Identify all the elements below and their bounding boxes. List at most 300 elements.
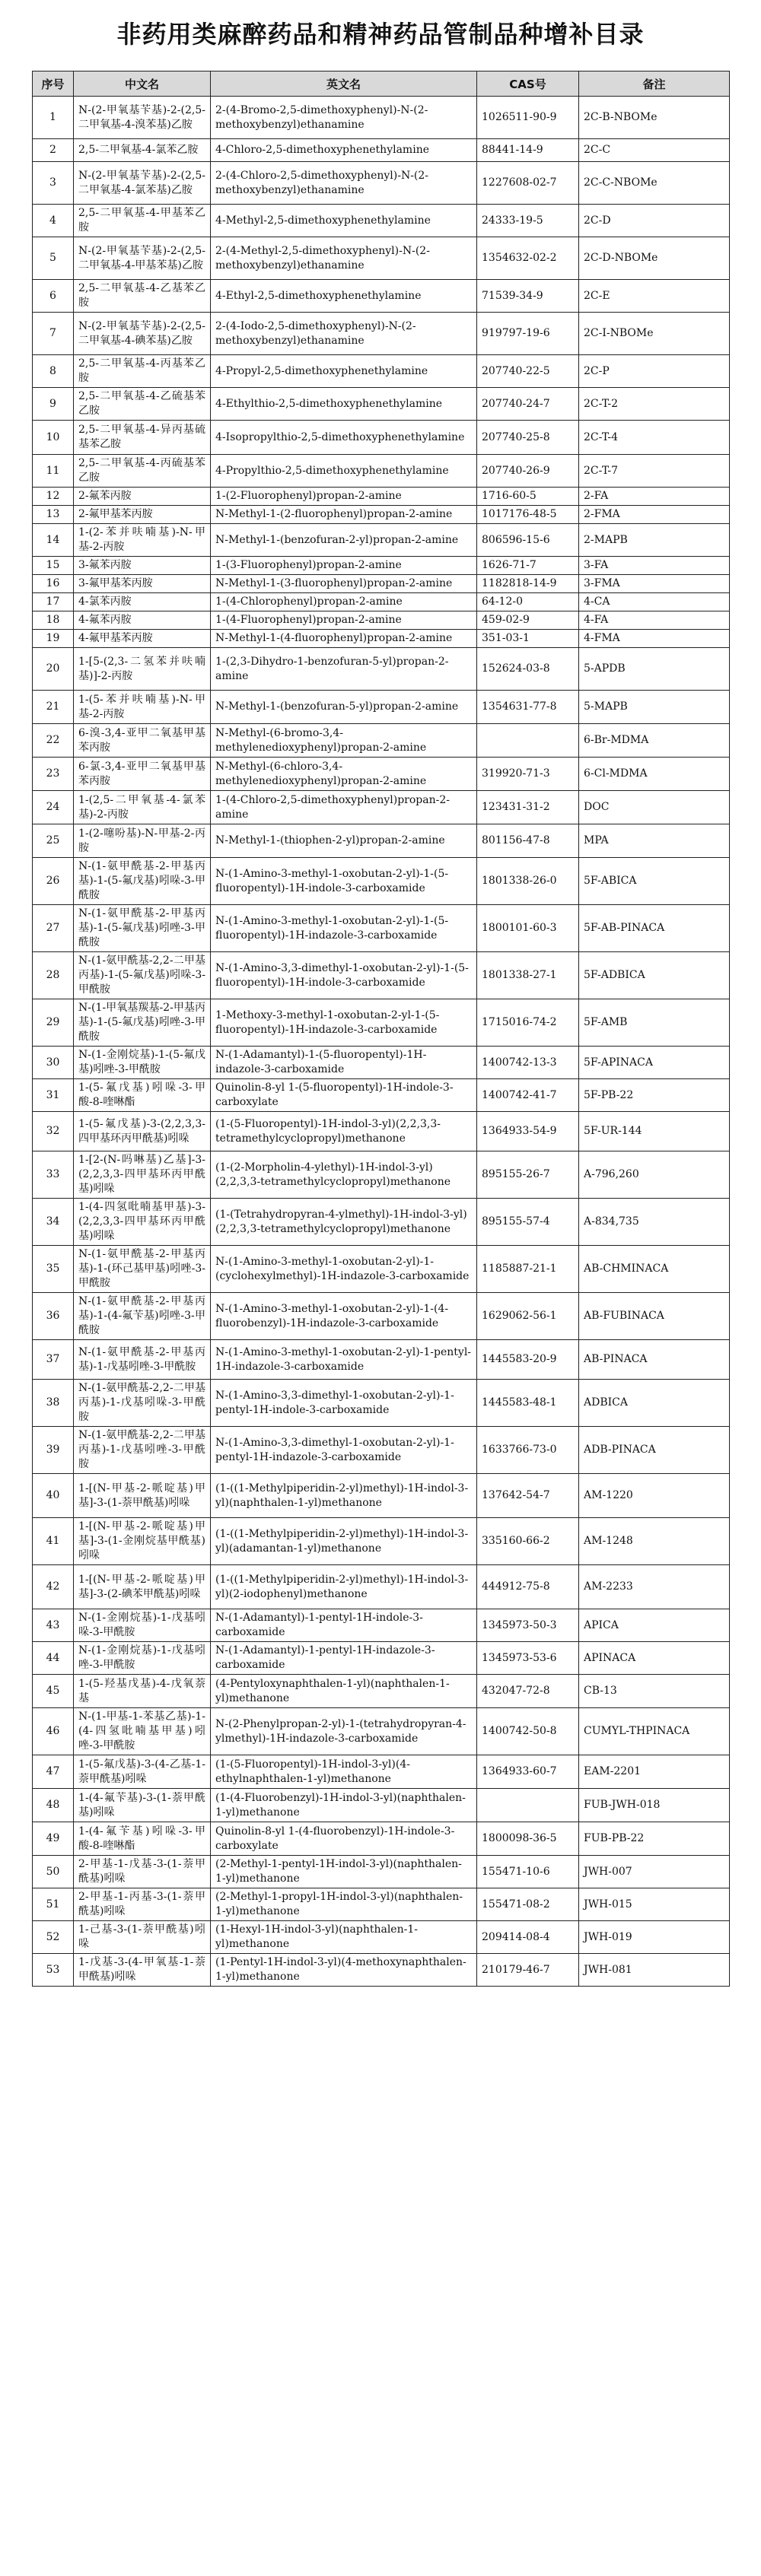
table-row — [33, 1047, 730, 1079]
cell-chinese-name: 1-(5-氟戊基)-3-(4-乙基-1-萘甲酰基)吲哚 — [74, 1755, 211, 1789]
cell-remark: 5-MAPB — [579, 691, 730, 724]
cell-english-name: (1-(Tetrahydropyran-4-ylmethyl)-1H-indol-3-yl)(2,2,3,3-tetramethylcyclopropyl)methanone — [211, 1199, 477, 1246]
cell-chinese-name: N-(2-甲氧基苄基)-2-(2,5-二甲氧基-4-甲基苯基)乙胺 — [74, 237, 211, 280]
cell-remark: FUB-JWH-018 — [579, 1789, 730, 1822]
cell-english-name: Quinolin-8-yl 1-(4-fluorobenzyl)-1H-indole-3-carboxylate — [211, 1822, 477, 1856]
cell-chinese-name: 4-氯苯丙胺 — [74, 593, 211, 611]
cell-serial-number: 4 — [33, 205, 74, 237]
table-row — [33, 1888, 730, 1921]
table-row — [33, 1151, 730, 1199]
cell-serial-number: 39 — [33, 1427, 74, 1474]
table-row — [33, 1822, 730, 1856]
cell-cas-number: 895155-57-4 — [477, 1199, 579, 1246]
table-row — [33, 455, 730, 488]
cell-chinese-name: 1-(2-噻吩基)-N-甲基-2-丙胺 — [74, 824, 211, 858]
cell-english-name: 4-Propylthio-2,5-dimethoxyphenethylamine — [211, 455, 477, 488]
cell-english-name: (1-Hexyl-1H-indol-3-yl)(naphthalen-1-yl)methanone — [211, 1921, 477, 1954]
cell-remark: 2C-D — [579, 205, 730, 237]
cell-english-name: N-(2-Phenylpropan-2-yl)-1-(tetrahydropyran-4-ylmethyl)-1H-indazole-3-carboxamide — [211, 1708, 477, 1755]
cell-chinese-name: 1-(4-四氢吡喃基甲基)-3-(2,2,3,3-四甲基环丙甲酰基)吲哚 — [74, 1199, 211, 1246]
table-row — [33, 1427, 730, 1474]
cell-cas-number: 801156-47-8 — [477, 824, 579, 858]
table-row — [33, 952, 730, 999]
cell-english-name: 4-Ethyl-2,5-dimethoxyphenethylamine — [211, 280, 477, 313]
cell-serial-number: 14 — [33, 524, 74, 557]
cell-remark: JWH-019 — [579, 1921, 730, 1954]
table-row — [33, 280, 730, 313]
table-row — [33, 237, 730, 280]
cell-cas-number: 1445583-20-9 — [477, 1340, 579, 1380]
cell-cas-number: 1716-60-5 — [477, 488, 579, 506]
cell-remark: ADB-PINACA — [579, 1427, 730, 1474]
table-row — [33, 355, 730, 388]
cell-serial-number: 43 — [33, 1609, 74, 1642]
table-row — [33, 691, 730, 724]
table-row — [33, 999, 730, 1047]
cell-cas-number: 1629062-56-1 — [477, 1293, 579, 1340]
cell-chinese-name: 1-戊基-3-(4-甲氧基-1-萘甲酰基)吲哚 — [74, 1954, 211, 1987]
cell-english-name: (2-Methyl-1-pentyl-1H-indol-3-yl)(naphthalen-1-yl)methanone — [211, 1856, 477, 1888]
header-english-name: 英文名 — [211, 71, 477, 97]
cell-serial-number: 7 — [33, 313, 74, 355]
table-body — [33, 97, 730, 1987]
cell-chinese-name: 2-氟苯丙胺 — [74, 488, 211, 506]
header-serial-number: 序号 — [33, 71, 74, 97]
cell-remark: 5F-APINACA — [579, 1047, 730, 1079]
cell-serial-number: 16 — [33, 575, 74, 593]
table-row — [33, 313, 730, 355]
cell-chinese-name: 1-(4-氟苄基)吲哚-3-甲酸-8-喹啉酯 — [74, 1822, 211, 1856]
header-cas-number: CAS号 — [477, 71, 579, 97]
cell-chinese-name: 2,5-二甲氧基-4-甲基苯乙胺 — [74, 205, 211, 237]
table-row — [33, 557, 730, 575]
cell-remark: AB-CHMINACA — [579, 1246, 730, 1293]
cell-english-name: N-(1-Amino-3,3-dimethyl-1-oxobutan-2-yl)-1-(5-fluoropentyl)-1H-indole-3-carboxamide — [211, 952, 477, 999]
cell-cas-number: 1182818-14-9 — [477, 575, 579, 593]
cell-cas-number: 319920-71-3 — [477, 758, 579, 791]
cell-serial-number: 52 — [33, 1921, 74, 1954]
cell-chinese-name: 6-氯-3,4-亚甲二氧基甲基苯丙胺 — [74, 758, 211, 791]
cell-english-name: 2-(4-Bromo-2,5-dimethoxyphenyl)-N-(2-methoxybenzyl)ethanamine — [211, 97, 477, 139]
cell-cas-number — [477, 724, 579, 758]
table-row — [33, 648, 730, 691]
table-row — [33, 1642, 730, 1675]
cell-cas-number: 1185887-21-1 — [477, 1246, 579, 1293]
cell-remark: 5F-ADBICA — [579, 952, 730, 999]
cell-remark: AM-1248 — [579, 1518, 730, 1565]
cell-cas-number: 137642-54-7 — [477, 1474, 579, 1518]
cell-english-name: 4-Methyl-2,5-dimethoxyphenethylamine — [211, 205, 477, 237]
table-row — [33, 162, 730, 205]
cell-english-name: N-(1-Amino-3-methyl-1-oxobutan-2-yl)-1-(4-fluorobenzyl)-1H-indazole-3-carboxamide — [211, 1293, 477, 1340]
cell-serial-number: 15 — [33, 557, 74, 575]
cell-english-name: N-Methyl-1-(3-fluorophenyl)propan-2-amine — [211, 575, 477, 593]
cell-cas-number: 1017176-48-5 — [477, 506, 579, 524]
cell-cas-number: 1400742-50-8 — [477, 1708, 579, 1755]
cell-chinese-name: 1-(5-苯并呋喃基)-N-甲基-2-丙胺 — [74, 691, 211, 724]
cell-cas-number: 209414-08-4 — [477, 1921, 579, 1954]
cell-remark: 4-FMA — [579, 630, 730, 648]
cell-chinese-name: N-(1-金刚烷基)-1-戊基吲哚-3-甲酰胺 — [74, 1609, 211, 1642]
table-row — [33, 758, 730, 791]
cell-serial-number: 48 — [33, 1789, 74, 1822]
cell-serial-number: 17 — [33, 593, 74, 611]
table-row — [33, 1675, 730, 1708]
cell-english-name: (1-(5-Fluoropentyl)-1H-indol-3-yl)(4-ethylnaphthalen-1-yl)methanone — [211, 1755, 477, 1789]
table-row — [33, 824, 730, 858]
table-row — [33, 1755, 730, 1789]
cell-remark: APICA — [579, 1609, 730, 1642]
cell-serial-number: 34 — [33, 1199, 74, 1246]
table-row — [33, 1789, 730, 1822]
cell-serial-number: 25 — [33, 824, 74, 858]
cell-remark: 5F-AMB — [579, 999, 730, 1047]
cell-serial-number: 41 — [33, 1518, 74, 1565]
table-row — [33, 1954, 730, 1987]
cell-chinese-name: N-(1-氨甲酰基-2-甲基丙基)-1-戊基吲唑-3-甲酰胺 — [74, 1340, 211, 1380]
cell-cas-number: 207740-24-7 — [477, 388, 579, 421]
cell-remark: 2C-B-NBOMe — [579, 97, 730, 139]
cell-cas-number: 895155-26-7 — [477, 1151, 579, 1199]
cell-remark: JWH-081 — [579, 1954, 730, 1987]
cell-remark: 2C-P — [579, 355, 730, 388]
cell-cas-number: 1400742-13-3 — [477, 1047, 579, 1079]
cell-cas-number: 152624-03-8 — [477, 648, 579, 691]
cell-serial-number: 6 — [33, 280, 74, 313]
table-row — [33, 1246, 730, 1293]
cell-serial-number: 50 — [33, 1856, 74, 1888]
cell-chinese-name: 1-(4-氟苄基)-3-(1-萘甲酰基)吲哚 — [74, 1789, 211, 1822]
cell-chinese-name: N-(1-氨甲酰基-2-甲基丙基)-1-(4-氟苄基)吲唑-3-甲酰胺 — [74, 1293, 211, 1340]
cell-cas-number: 207740-25-8 — [477, 421, 579, 455]
cell-cas-number: 351-03-1 — [477, 630, 579, 648]
cell-cas-number: 64-12-0 — [477, 593, 579, 611]
table-row — [33, 1708, 730, 1755]
cell-chinese-name: N-(1-金刚烷基)-1-戊基吲唑-3-甲酰胺 — [74, 1642, 211, 1675]
cell-english-name: 4-Propyl-2,5-dimethoxyphenethylamine — [211, 355, 477, 388]
cell-english-name: 2-(4-Iodo-2,5-dimethoxyphenyl)-N-(2-methoxybenzyl)ethanamine — [211, 313, 477, 355]
cell-english-name: 4-Chloro-2,5-dimethoxyphenethylamine — [211, 139, 477, 162]
cell-remark: JWH-015 — [579, 1888, 730, 1921]
cell-serial-number: 11 — [33, 455, 74, 488]
cell-cas-number: 1633766-73-0 — [477, 1427, 579, 1474]
cell-chinese-name: 4-氟甲基苯丙胺 — [74, 630, 211, 648]
table-row — [33, 1921, 730, 1954]
cell-chinese-name: 2,5-二甲氧基-4-氯苯乙胺 — [74, 139, 211, 162]
cell-serial-number: 18 — [33, 611, 74, 630]
cell-remark: 2C-T-4 — [579, 421, 730, 455]
cell-serial-number: 53 — [33, 1954, 74, 1987]
cell-remark: 2-MAPB — [579, 524, 730, 557]
cell-cas-number: 444912-75-8 — [477, 1565, 579, 1609]
cell-english-name: 2-(4-Chloro-2,5-dimethoxyphenyl)-N-(2-methoxybenzyl)ethanamine — [211, 162, 477, 205]
cell-serial-number: 42 — [33, 1565, 74, 1609]
cell-serial-number: 35 — [33, 1246, 74, 1293]
table-row — [33, 1112, 730, 1151]
cell-chinese-name: 1-[(N-甲基-2-哌啶基)甲基]-3-(1-金刚烷基甲酰基)吲哚 — [74, 1518, 211, 1565]
cell-remark: A-796,260 — [579, 1151, 730, 1199]
substance-table — [32, 71, 730, 1987]
cell-serial-number: 37 — [33, 1340, 74, 1380]
table-row — [33, 524, 730, 557]
cell-remark: 4-CA — [579, 593, 730, 611]
cell-remark: 2C-T-2 — [579, 388, 730, 421]
cell-english-name: (1-(2-Morpholin-4-ylethyl)-1H-indol-3-yl)(2,2,3,3-tetramethylcyclopropyl)methanone — [211, 1151, 477, 1199]
cell-chinese-name: N-(1-氨甲酰基-2-甲基丙基)-1-(环己基甲基)吲唑-3-甲酰胺 — [74, 1246, 211, 1293]
cell-remark: 2C-C — [579, 139, 730, 162]
cell-serial-number: 31 — [33, 1079, 74, 1112]
cell-cas-number: 1626-71-7 — [477, 557, 579, 575]
cell-cas-number: 1364933-60-7 — [477, 1755, 579, 1789]
cell-cas-number: 459-02-9 — [477, 611, 579, 630]
cell-english-name: N-Methyl-(6-chloro-3,4-methylenedioxyphenyl)propan-2-amine — [211, 758, 477, 791]
cell-serial-number: 9 — [33, 388, 74, 421]
cell-english-name: N-Methyl-1-(2-fluorophenyl)propan-2-amine — [211, 506, 477, 524]
cell-english-name: 2-(4-Methyl-2,5-dimethoxyphenyl)-N-(2-methoxybenzyl)ethanamine — [211, 237, 477, 280]
cell-chinese-name: N-(1-氨甲酰基-2-甲基丙基)-1-(5-氟戊基)吲唑-3-甲酰胺 — [74, 905, 211, 952]
cell-serial-number: 24 — [33, 791, 74, 824]
cell-remark: 6-Br-MDMA — [579, 724, 730, 758]
cell-cas-number: 155471-10-6 — [477, 1856, 579, 1888]
cell-cas-number: 1800098-36-5 — [477, 1822, 579, 1856]
table-row — [33, 97, 730, 139]
cell-chinese-name: 1-[5-(2,3-二氢苯并呋喃基)]-2-丙胺 — [74, 648, 211, 691]
cell-serial-number: 47 — [33, 1755, 74, 1789]
cell-english-name: 1-(2,3-Dihydro-1-benzofuran-5-yl)propan-2-amine — [211, 648, 477, 691]
cell-english-name: 1-(4-Fluorophenyl)propan-2-amine — [211, 611, 477, 630]
cell-chinese-name: N-(2-甲氧基苄基)-2-(2,5-二甲氧基-4-溴苯基)乙胺 — [74, 97, 211, 139]
cell-remark: 5-APDB — [579, 648, 730, 691]
cell-english-name: N-Methyl-1-(thiophen-2-yl)propan-2-amine — [211, 824, 477, 858]
cell-chinese-name: 3-氟甲基苯丙胺 — [74, 575, 211, 593]
cell-remark: AB-PINACA — [579, 1340, 730, 1380]
cell-chinese-name: 6-溴-3,4-亚甲二氧基甲基苯丙胺 — [74, 724, 211, 758]
table-row — [33, 1380, 730, 1427]
cell-remark: 6-Cl-MDMA — [579, 758, 730, 791]
cell-remark: JWH-007 — [579, 1856, 730, 1888]
cell-cas-number: 1026511-90-9 — [477, 97, 579, 139]
cell-english-name: N-Methyl-(6-bromo-3,4-methylenedioxyphenyl)propan-2-amine — [211, 724, 477, 758]
cell-serial-number: 45 — [33, 1675, 74, 1708]
cell-remark: FUB-PB-22 — [579, 1822, 730, 1856]
document-page — [32, 0, 729, 1983]
cell-remark: 5F-ABICA — [579, 858, 730, 905]
cell-serial-number: 40 — [33, 1474, 74, 1518]
cell-english-name: N-Methyl-1-(4-fluorophenyl)propan-2-amine — [211, 630, 477, 648]
cell-remark: EAM-2201 — [579, 1755, 730, 1789]
cell-serial-number: 38 — [33, 1380, 74, 1427]
cell-serial-number: 22 — [33, 724, 74, 758]
cell-chinese-name: 2-氟甲基苯丙胺 — [74, 506, 211, 524]
cell-cas-number: 155471-08-2 — [477, 1888, 579, 1921]
cell-chinese-name: 1-(5-氟戊基)吲哚-3-甲酸-8-喹啉酯 — [74, 1079, 211, 1112]
cell-cas-number: 210179-46-7 — [477, 1954, 579, 1987]
cell-english-name: 1-(4-Chlorophenyl)propan-2-amine — [211, 593, 477, 611]
cell-cas-number: 1227608-02-7 — [477, 162, 579, 205]
cell-serial-number: 28 — [33, 952, 74, 999]
cell-remark: 2-FMA — [579, 506, 730, 524]
cell-serial-number: 30 — [33, 1047, 74, 1079]
cell-serial-number: 26 — [33, 858, 74, 905]
cell-serial-number: 5 — [33, 237, 74, 280]
cell-serial-number: 36 — [33, 1293, 74, 1340]
cell-chinese-name: N-(1-氨甲酰基-2,2-二甲基丙基)-1-戊基吲哚-3-甲酰胺 — [74, 1380, 211, 1427]
table-row — [33, 205, 730, 237]
cell-english-name: 1-Methoxy-3-methyl-1-oxobutan-2-yl-1-(5-fluoropentyl)-1H-indazole-3-carboxamide — [211, 999, 477, 1047]
cell-cas-number: 71539-34-9 — [477, 280, 579, 313]
cell-chinese-name: 1-(2,5-二甲氧基-4-氯苯基)-2-丙胺 — [74, 791, 211, 824]
cell-english-name: N-(1-Amino-3,3-dimethyl-1-oxobutan-2-yl)-1-pentyl-1H-indole-3-carboxamide — [211, 1380, 477, 1427]
cell-remark: MPA — [579, 824, 730, 858]
cell-serial-number: 32 — [33, 1112, 74, 1151]
cell-serial-number: 10 — [33, 421, 74, 455]
cell-cas-number: 1715016-74-2 — [477, 999, 579, 1047]
cell-remark: 2C-C-NBOMe — [579, 162, 730, 205]
cell-cas-number: 1364933-54-9 — [477, 1112, 579, 1151]
cell-english-name: (1-((1-Methylpiperidin-2-yl)methyl)-1H-indol-3-yl)(naphthalen-1-yl)methanone — [211, 1474, 477, 1518]
cell-english-name: (1-((1-Methylpiperidin-2-yl)methyl)-1H-indol-3-yl)(2-iodophenyl)methanone — [211, 1565, 477, 1609]
table-row — [33, 421, 730, 455]
cell-remark: CUMYL-THPINACA — [579, 1708, 730, 1755]
cell-chinese-name: 1-己基-3-(1-萘甲酰基)吲哚 — [74, 1921, 211, 1954]
cell-remark: 5F-AB-PINACA — [579, 905, 730, 952]
document-title: 非药用类麻醉药品和精神药品管制品种增补目录 — [116, 20, 645, 49]
cell-chinese-name: 2,5-二甲氧基-4-乙基苯乙胺 — [74, 280, 211, 313]
cell-english-name: (2-Methyl-1-propyl-1H-indol-3-yl)(naphthalen-1-yl)methanone — [211, 1888, 477, 1921]
table-row — [33, 1856, 730, 1888]
cell-serial-number: 8 — [33, 355, 74, 388]
cell-remark: 5F-PB-22 — [579, 1079, 730, 1112]
cell-remark: DOC — [579, 791, 730, 824]
cell-remark: APINACA — [579, 1642, 730, 1675]
cell-cas-number: 123431-31-2 — [477, 791, 579, 824]
cell-remark: 3-FA — [579, 557, 730, 575]
table-row — [33, 593, 730, 611]
cell-chinese-name: 4-氟苯丙胺 — [74, 611, 211, 630]
cell-serial-number: 2 — [33, 139, 74, 162]
cell-chinese-name: 3-氟苯丙胺 — [74, 557, 211, 575]
cell-remark: 2C-D-NBOMe — [579, 237, 730, 280]
cell-chinese-name: 1-(5-羟基戊基)-4-戊氧萘基 — [74, 1675, 211, 1708]
table-row — [33, 488, 730, 506]
cell-cas-number: 806596-15-6 — [477, 524, 579, 557]
cell-chinese-name: N-(1-氨甲酰基-2,2-二甲基丙基)-1-(5-氟戊基)吲哚-3-甲酰胺 — [74, 952, 211, 999]
table-row — [33, 1518, 730, 1565]
cell-english-name: (4-Pentyloxynaphthalen-1-yl)(naphthalen-1-yl)methanone — [211, 1675, 477, 1708]
table-row — [33, 388, 730, 421]
cell-cas-number: 88441-14-9 — [477, 139, 579, 162]
cell-chinese-name: 2-甲基-1-戊基-3-(1-萘甲酰基)吲哚 — [74, 1856, 211, 1888]
cell-remark: A-834,735 — [579, 1199, 730, 1246]
cell-chinese-name: N-(2-甲氧基苄基)-2-(2,5-二甲氧基-4-碘苯基)乙胺 — [74, 313, 211, 355]
table-row — [33, 139, 730, 162]
cell-cas-number: 24333-19-5 — [477, 205, 579, 237]
table-row — [33, 1293, 730, 1340]
cell-serial-number: 12 — [33, 488, 74, 506]
cell-english-name: N-(1-Adamantyl)-1-(5-fluoropentyl)-1H-indazole-3-carboxamide — [211, 1047, 477, 1079]
cell-cas-number: 207740-26-9 — [477, 455, 579, 488]
cell-chinese-name: 1-(2-苯并呋喃基)-N-甲基-2-丙胺 — [74, 524, 211, 557]
cell-chinese-name: N-(1-氨甲酰基-2-甲基丙基)-1-(5-氟戊基)吲哚-3-甲酰胺 — [74, 858, 211, 905]
cell-chinese-name: 2,5-二甲氧基-4-丙基苯乙胺 — [74, 355, 211, 388]
cell-remark: 5F-UR-144 — [579, 1112, 730, 1151]
table-row — [33, 1079, 730, 1112]
cell-serial-number: 51 — [33, 1888, 74, 1921]
cell-english-name: N-(1-Amino-3-methyl-1-oxobutan-2-yl)-1-(5-fluoropentyl)-1H-indole-3-carboxamide — [211, 858, 477, 905]
cell-chinese-name: 1-[(N-甲基-2-哌啶基)甲基]-3-(2-碘苯甲酰基)吲哚 — [74, 1565, 211, 1609]
cell-english-name: (1-(5-Fluoropentyl)-1H-indol-3-yl)(2,2,3,3-tetramethylcyclopropyl)methanone — [211, 1112, 477, 1151]
cell-cas-number: 1345973-50-3 — [477, 1609, 579, 1642]
cell-english-name: N-(1-Amino-3,3-dimethyl-1-oxobutan-2-yl)-1-pentyl-1H-indazole-3-carboxamide — [211, 1427, 477, 1474]
cell-english-name: N-(1-Amino-3-methyl-1-oxobutan-2-yl)-1-(5-fluoropentyl)-1H-indazole-3-carboxamide — [211, 905, 477, 952]
cell-cas-number: 919797-19-6 — [477, 313, 579, 355]
cell-english-name: N-Methyl-1-(benzofuran-5-yl)propan-2-amine — [211, 691, 477, 724]
cell-cas-number: 207740-22-5 — [477, 355, 579, 388]
cell-chinese-name: 2-甲基-1-丙基-3-(1-萘甲酰基)吲哚 — [74, 1888, 211, 1921]
cell-chinese-name: 2,5-二甲氧基-4-异丙基硫基苯乙胺 — [74, 421, 211, 455]
cell-serial-number: 49 — [33, 1822, 74, 1856]
cell-english-name: N-(1-Amino-3-methyl-1-oxobutan-2-yl)-1-pentyl-1H-indazole-3-carboxamide — [211, 1340, 477, 1380]
cell-cas-number: 1445583-48-1 — [477, 1380, 579, 1427]
table-header-row — [33, 71, 730, 97]
cell-remark: AB-FUBINACA — [579, 1293, 730, 1340]
cell-serial-number: 44 — [33, 1642, 74, 1675]
cell-cas-number: 1345973-53-6 — [477, 1642, 579, 1675]
cell-english-name: N-Methyl-1-(benzofuran-2-yl)propan-2-amine — [211, 524, 477, 557]
cell-serial-number: 29 — [33, 999, 74, 1047]
cell-serial-number: 19 — [33, 630, 74, 648]
cell-remark: 2C-I-NBOMe — [579, 313, 730, 355]
cell-chinese-name: 2,5-二甲氧基-4-丙硫基苯乙胺 — [74, 455, 211, 488]
table-row — [33, 1565, 730, 1609]
cell-remark: 2C-E — [579, 280, 730, 313]
cell-chinese-name: 2,5-二甲氧基-4-乙硫基苯乙胺 — [74, 388, 211, 421]
cell-remark: CB-13 — [579, 1675, 730, 1708]
cell-english-name: (1-((1-Methylpiperidin-2-yl)methyl)-1H-indol-3-yl)(adamantan-1-yl)methanone — [211, 1518, 477, 1565]
cell-chinese-name: 1-[(N-甲基-2-哌啶基)甲基]-3-(1-萘甲酰基)吲哚 — [74, 1474, 211, 1518]
cell-serial-number: 13 — [33, 506, 74, 524]
cell-english-name: N-(1-Amino-3-methyl-1-oxobutan-2-yl)-1-(cyclohexylmethyl)-1H-indazole-3-carboxamide — [211, 1246, 477, 1293]
table-row — [33, 1609, 730, 1642]
table-row — [33, 506, 730, 524]
cell-remark: AM-1220 — [579, 1474, 730, 1518]
cell-chinese-name: 1-[2-(N-吗啉基)乙基]-3-(2,2,3,3-四甲基环丙甲酰基)吲哚 — [74, 1151, 211, 1199]
cell-english-name: (1-Pentyl-1H-indol-3-yl)(4-methoxynaphthalen-1-yl)methanone — [211, 1954, 477, 1987]
cell-serial-number: 27 — [33, 905, 74, 952]
cell-cas-number: 1800101-60-3 — [477, 905, 579, 952]
table-row — [33, 791, 730, 824]
table-row — [33, 1199, 730, 1246]
cell-serial-number: 3 — [33, 162, 74, 205]
cell-serial-number: 20 — [33, 648, 74, 691]
cell-english-name: 1-(3-Fluorophenyl)propan-2-amine — [211, 557, 477, 575]
cell-remark: 2-FA — [579, 488, 730, 506]
cell-english-name: N-(1-Adamantyl)-1-pentyl-1H-indazole-3-carboxamide — [211, 1642, 477, 1675]
table-row — [33, 858, 730, 905]
cell-chinese-name: N-(1-甲氧基羰基-2-甲基丙基)-1-(5-氟戊基)吲唑-3-甲酰胺 — [74, 999, 211, 1047]
cell-cas-number: 1801338-26-0 — [477, 858, 579, 905]
cell-chinese-name: N-(1-金刚烷基)-1-(5-氟戊基)吲唑-3-甲酰胺 — [74, 1047, 211, 1079]
cell-remark: ADBICA — [579, 1380, 730, 1427]
cell-english-name: (1-(4-Fluorobenzyl)-1H-indol-3-yl)(naphthalen-1-yl)methanone — [211, 1789, 477, 1822]
header-remark: 备注 — [579, 71, 730, 97]
cell-english-name: 1-(2-Fluorophenyl)propan-2-amine — [211, 488, 477, 506]
cell-english-name: 4-Ethylthio-2,5-dimethoxyphenethylamine — [211, 388, 477, 421]
cell-chinese-name: N-(1-甲基-1-苯基乙基)-1-(4-四氢吡喃基甲基)吲唑-3-甲酰胺 — [74, 1708, 211, 1755]
cell-cas-number: 1400742-41-7 — [477, 1079, 579, 1112]
cell-english-name: 1-(4-Chloro-2,5-dimethoxyphenyl)propan-2-amine — [211, 791, 477, 824]
cell-serial-number: 23 — [33, 758, 74, 791]
